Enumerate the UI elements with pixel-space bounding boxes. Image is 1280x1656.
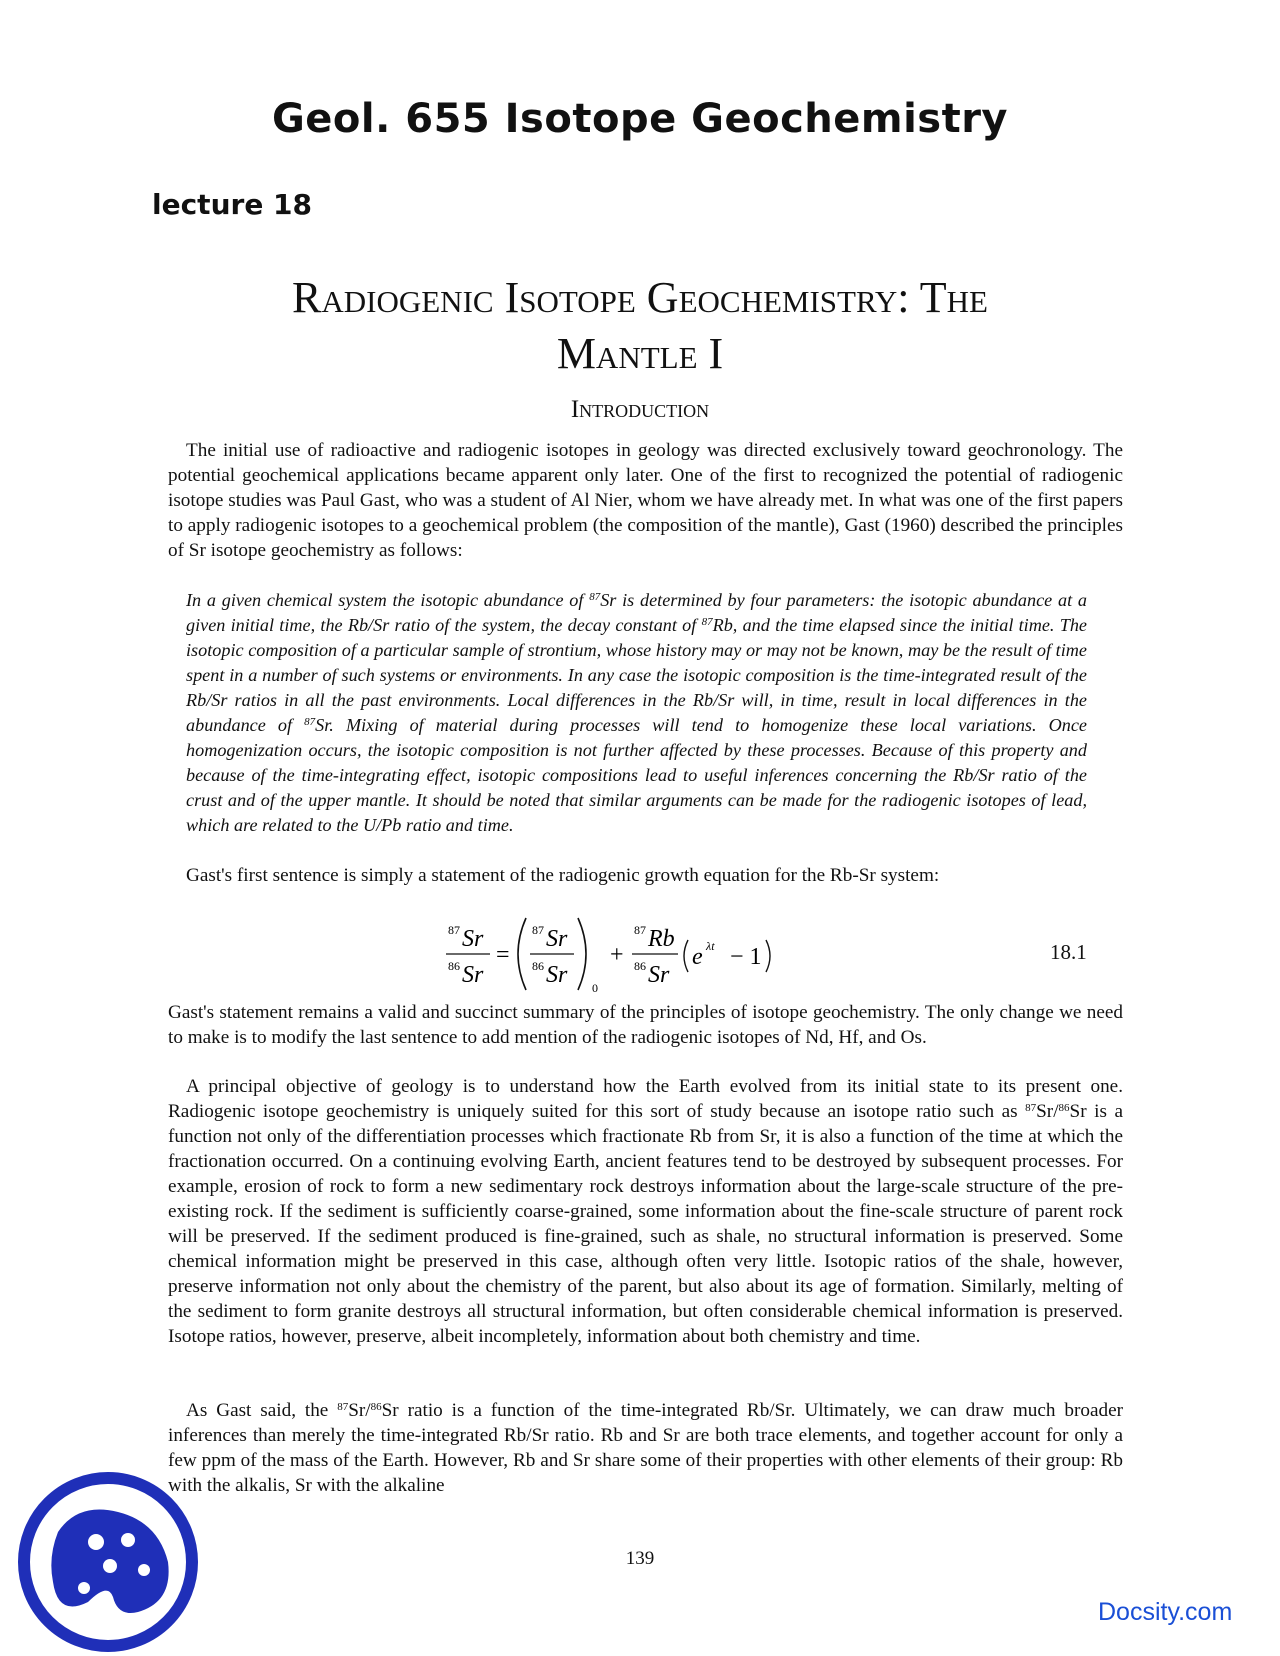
- equation-number: 18.1: [1050, 940, 1087, 964]
- eq-lhs-num-sr: Sr: [462, 926, 484, 952]
- para3-sup-2: 86: [1058, 1102, 1070, 1114]
- lecture-label: lecture 18: [152, 188, 313, 221]
- eq-sr: Sr: [648, 962, 670, 988]
- quote-sup-3: 87: [304, 716, 316, 728]
- page-number: 139: [625, 1548, 655, 1569]
- eq-rb-mass: 87: [634, 923, 646, 937]
- eq-lhs-num-mass: 87: [448, 923, 460, 937]
- quote-part-1: In a given chemical system the isotopic abundance of: [186, 590, 590, 610]
- eq-left-paren: [518, 918, 526, 990]
- eq-exp-right-paren: [766, 940, 770, 972]
- eq-inner-den-mass: 86: [532, 959, 544, 973]
- docsity-watermark-link[interactable]: Docsity.com: [1098, 1598, 1233, 1626]
- eq-rb: Rb: [648, 926, 675, 952]
- para4-part-c: Sr ratio is a function of the time-integrated Rb/Sr. Ultimately, we can draw much broader inferences than merely the time-integrated Rb/Sr ratio. Rb and Sr are both trace elements, and together account for only a few ppm of the mass of the Earth. However, Rb and Sr share some of their properties with other elements of their group: Rb with the alkalis, Sr with the alkaline: [168, 1400, 1124, 1496]
- eq-right-paren: [578, 918, 586, 990]
- para3-part-a: A principal objective of geology is to understand how the Earth evolved from its initial state to its present one. Radiogenic isotope geochemistry is uniquely suited for this sort of study because an isotope ratio such as: [168, 1076, 1123, 1122]
- paragraph-2: [168, 1000, 1123, 1050]
- quote-part-2: Sr is determined by four parameters: the isotopic abundance at a given initial time, the Rb/Sr ratio of the system, the decay constant of: [186, 590, 1087, 635]
- paragraph-3: [168, 1074, 1123, 1349]
- para4-sup-1: 87: [337, 1401, 349, 1413]
- quote-part-3: Rb, and the time elapsed since the initial time. The isotopic composition of a particular sample of strontium, whose history may or may not be known, may be the result of time spent in a number of such systems or environments. In any case the isotopic composition is the time-integrated result of the Rb/Sr ratios in all the past environments. Local differences in the Rb/Sr will, in time, result in local differences in the abundance of: [186, 615, 1087, 735]
- page-title: [0, 270, 1280, 382]
- intro-paragraph: [168, 438, 1123, 563]
- after-quote-paragraph: [168, 863, 1123, 888]
- para4-sup-2: 86: [370, 1401, 382, 1413]
- para3-part-b: Sr/: [1036, 1101, 1059, 1122]
- section-heading: Introduction: [570, 396, 710, 423]
- eq-subscript-zero: 0: [592, 981, 598, 992]
- quote-sup-2: 87: [701, 616, 713, 628]
- para4-part-a: As Gast said, the: [186, 1400, 338, 1421]
- para3-part-c: Sr is a function not only of the differentiation processes which fractionate Rb from Sr, it is also a function of the time at which the fractionation occurred. On a continuing evolving Earth, ancient features tend to be destroyed by subsequent processes. For example, erosion of rock to form a new sedimentary rock destroys information about the large-scale structure of the pre-existing rock. If the sediment is sufficiently coarse-grained, some information about the fine-scale structure of parent rock will be preserved. If the sediment produced is fine-grained, such as shale, no structural information is preserved. Some chemical information might be preserved in this case, although often very little. Isotopic ratios of the shale, however, preserve information not only about the chemistry of the parent, but also about its age of formation. Similarly, melting of the sediment to form granite destroys all structural information, but often considerable chemical information is preserved. Isotope ratios, however, preserve, albeit incompletely, information about both chemistry and time.: [168, 1101, 1124, 1347]
- quote-sup-1: 87: [589, 591, 601, 603]
- after-quote-text: Gast's first sentence is simply a statement of the radiogenic growth equation for the Rb-Sr system:: [186, 865, 940, 886]
- logo-dot-2: [121, 1533, 135, 1547]
- eq-inner-num-sr: Sr: [546, 926, 568, 952]
- eq-inner-den-sr: Sr: [546, 962, 568, 988]
- eq-sr-mass: 86: [634, 959, 646, 973]
- gast-quote: [186, 588, 1087, 838]
- para4-part-b: Sr/: [348, 1400, 371, 1421]
- intro-text: The initial use of radioactive and radiogenic isotopes in geology was directed exclusively toward geochronology. The potential geochemical applications became apparent only later. One of the first to recognized the potential of radiogenic isotope studies was Paul Gast, who was a student of Al Nier, whom we have already met. In what was one of the first papers to apply radiogenic isotopes to a geochemical problem (the composition of the mantle), Gast (1960) described the principles of Sr isotope geochemistry as follows:: [168, 440, 1123, 561]
- eq-minus-one: − 1: [730, 944, 762, 970]
- eq-lambda-t: λt: [706, 939, 715, 953]
- title-line-1: Radiogenic Isotope Geochemistry: The: [292, 273, 988, 322]
- eq-lhs-den-mass: 86: [448, 959, 460, 973]
- eq-lhs-den-sr: Sr: [462, 962, 484, 988]
- eq-plus: +: [610, 942, 624, 968]
- paragraph-2-text: Gast's statement remains a valid and succinct summary of the principles of isotope geochemistry. The only change we need to make is to modify the last sentence to add mention of the radiogenic isotopes of Nd, Hf, and Os.: [168, 1002, 1123, 1048]
- eq-e: e: [692, 944, 703, 970]
- title-line-2: Mantle I: [556, 329, 724, 378]
- logo-dot-5: [78, 1582, 90, 1594]
- quote-part-4: Sr. Mixing of material during processes will tend to homogenize these local variations. Once homogenization occurs, the isotopic composition is not further affected by these processes. Because of this property and because of the time-integrating effect, isotopic compositions lead to useful inferences concerning the Rb/Sr ratio of the crust and of the upper mantle. It should be noted that similar arguments can be made for the radiogenic isotopes of lead, which are related to the U/Pb ratio and time.: [186, 715, 1088, 835]
- paragraph-4: [168, 1398, 1123, 1498]
- eq-exp-left-paren: [684, 940, 688, 972]
- eq-equals: =: [496, 942, 510, 968]
- course-header: Geol. 655 Isotope Geochemistry: [271, 96, 1009, 142]
- eq-inner-num-mass: 87: [532, 923, 544, 937]
- para3-sup-1: 87: [1025, 1102, 1037, 1114]
- equation-18-1: [440, 912, 800, 992]
